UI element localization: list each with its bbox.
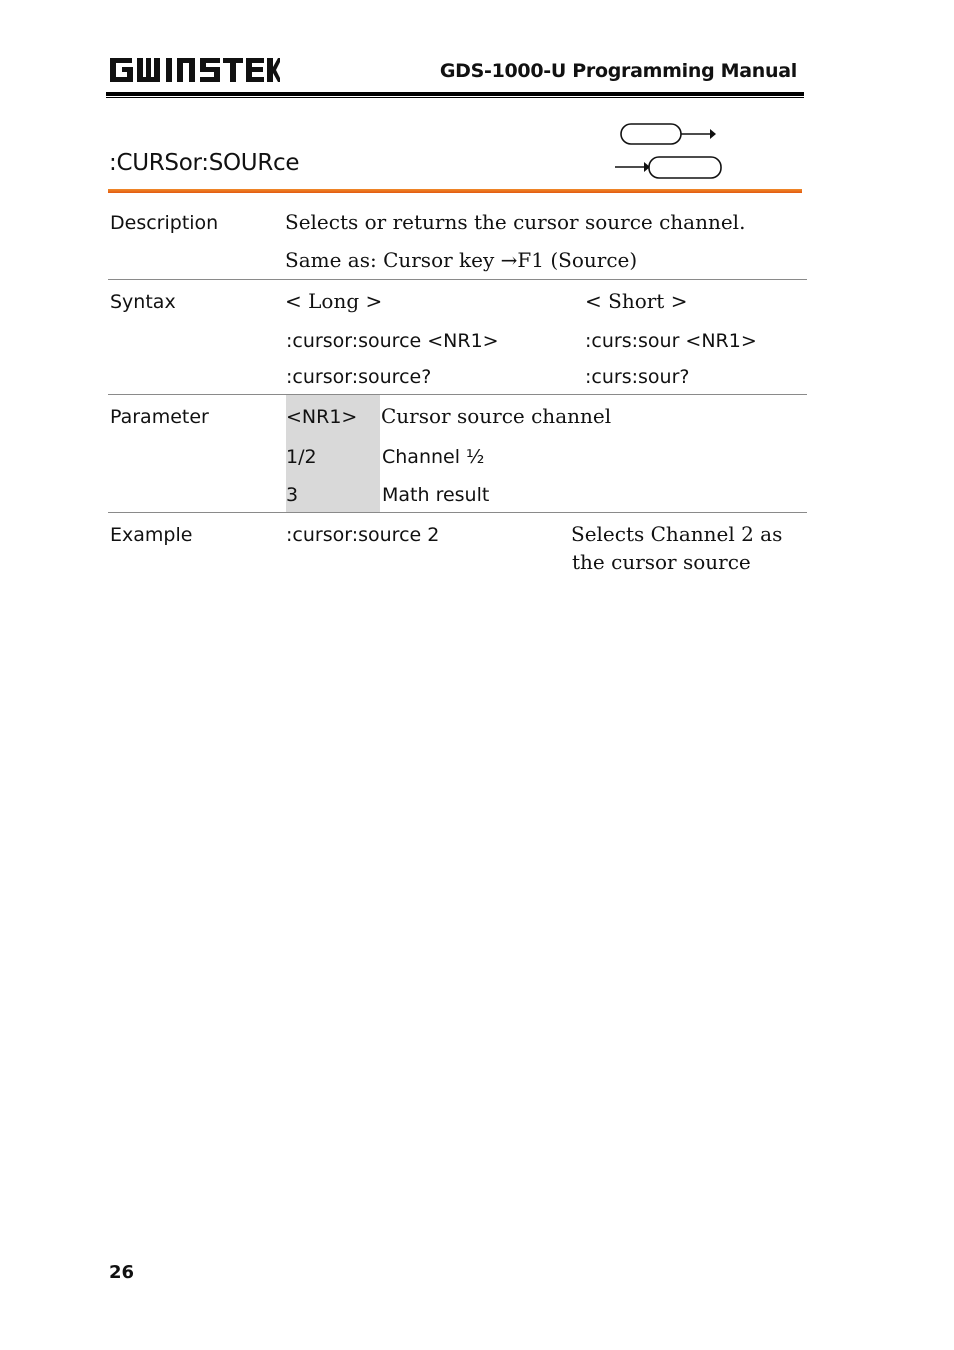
syntax-long-query: :cursor:source? (286, 366, 432, 388)
example-explanation: Selects Channel 2 as (571, 522, 783, 546)
header-rule (106, 92, 804, 96)
parameter-value: Cursor source channel (381, 404, 612, 428)
title-underline (108, 189, 802, 193)
syntax-long-set: :cursor:source <NR1> (286, 330, 499, 352)
header-rule-thin (106, 97, 804, 98)
manual-title: GDS-1000-U Programming Manual (439, 60, 797, 82)
set-query-icons (612, 120, 728, 182)
page-number: 26 (109, 1262, 135, 1283)
syntax-label: Syntax (110, 291, 176, 313)
brand-logo (108, 55, 280, 85)
command-title: :CURSor:SOURce (109, 150, 300, 176)
description-text: Selects or returns the cursor source channel. (285, 210, 746, 234)
row-separator (108, 279, 807, 280)
parameter-label: Parameter (110, 406, 209, 428)
syntax-short-header: < Short > (585, 289, 688, 313)
query-icon (615, 157, 721, 178)
description-same-as: Same as: Cursor key →F1 (Source) (285, 248, 638, 272)
parameter-value: Channel ½ (382, 446, 485, 468)
syntax-short-set: :curs:sour <NR1> (585, 330, 757, 352)
syntax-long-header: < Long > (285, 289, 383, 313)
parameter-value: Math result (382, 484, 490, 506)
example-command: :cursor:source 2 (286, 524, 440, 546)
parameter-key: 3 (286, 484, 299, 506)
parameter-key: <NR1> (286, 406, 358, 428)
example-label: Example (110, 524, 193, 546)
set-icon (621, 124, 716, 144)
syntax-short-query: :curs:sour? (585, 366, 690, 388)
example-explanation-cont: the cursor source (572, 550, 751, 574)
row-separator (108, 394, 807, 395)
description-label: Description (110, 212, 219, 234)
row-separator (108, 512, 807, 513)
parameter-key: 1/2 (286, 446, 317, 468)
